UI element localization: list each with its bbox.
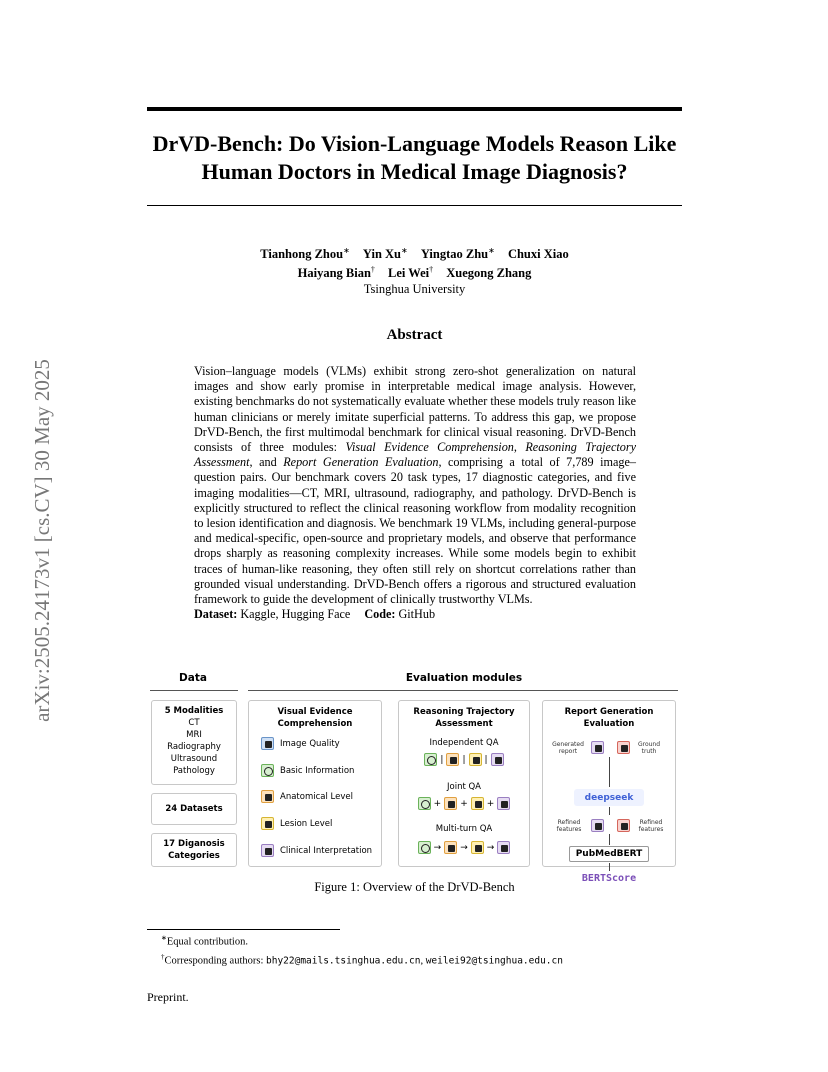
qa-multiturn-row: → → → (399, 841, 529, 854)
paper-title: DrVD-Bench: Do Vision-Language Models Reason Like Human Doctors in Medical Image Diagnosis? (152, 131, 677, 184)
rta-title: Reasoning Trajectory Assessment (413, 707, 515, 729)
anatomy-icon (446, 753, 459, 766)
vec-item: Basic Information (261, 764, 354, 777)
lesion-icon (471, 841, 484, 854)
modalities-box: 5 Modalities CT MRI Radiography Ultrasound Pathology (151, 700, 237, 785)
flow-arrow (609, 863, 610, 871)
flow-arrow (609, 757, 610, 787)
author: Haiyang Bian† (297, 265, 375, 281)
affiliation: Tsinghua University (363, 282, 466, 297)
ground-truth-label: Ground truth (637, 741, 661, 755)
author-line-1 (147, 243, 682, 262)
vec-module-box (248, 700, 382, 867)
figure-caption: Figure 1: Overview of the DrVD-Bench (314, 880, 515, 894)
preprint-note: Preprint. (147, 990, 189, 1004)
resource-links (194, 607, 636, 622)
author-block (147, 243, 682, 297)
footnote-rule (147, 929, 340, 930)
clipboard-icon (617, 819, 630, 832)
email-link[interactable]: bhy22@mails.tsinghua.edu.cn (266, 955, 421, 967)
author: Yin Xu∗ (362, 246, 408, 262)
author: Chuxi Xiao (507, 247, 569, 262)
module-name: Visual Evidence Comprehension (345, 440, 514, 455)
eval-heading: Evaluation modules (405, 672, 523, 684)
refined-features-label: Refined features (638, 819, 664, 833)
author-line-2 (147, 262, 682, 281)
module-name: Reasoning Trajectory Assessment (194, 440, 636, 470)
anatomy-icon (261, 790, 274, 803)
code-link[interactable]: GitHub (398, 607, 436, 622)
footnote-corresponding: †Corresponding authors: bhy22@mails.tsinghua.edu.cn, weilei92@tsinghua.edu.cn (161, 953, 563, 967)
qa-independent-label: Independent QA (429, 738, 499, 748)
arxiv-id: arXiv:2505.24173v1 [cs.CV] 30 May 2025 (29, 358, 54, 722)
info-icon (418, 841, 431, 854)
vec-item: Clinical Interpretation (261, 844, 372, 857)
eval-heading-rule (248, 690, 678, 691)
clipboard-icon (591, 819, 604, 832)
module-name: Report Generation Evaluation (283, 455, 439, 470)
clipboard-icon (591, 741, 604, 754)
refined-features-label: Refined features (556, 819, 582, 833)
info-icon (424, 753, 437, 766)
lesion-icon (261, 817, 274, 830)
author: Lei Wei† (388, 265, 434, 281)
abstract-body: Vision–language models (VLMs) exhibit strong zero-shot generalization on natural images and show early promise in interpretable medical image analysis. However, existing benchmarks do not systematically evaluate whether these models truly reason like human clinicians or merely imitate superficial patterns. To address this gap, we propose DrVD-Bench, the first multimodal benchmark for clinical visual reasoning. DrVD-Bench consists of three modules: Visual Evidence Comprehension, Reasoning Trajectory Assessment, and Report Generation Evaluation, comprising a total of 7,789 image–question pairs. Our benchmark covers 20 task types, 17 diagnostic categories, and five imaging modalities—CT, MRI, ultrasound, radiography, and pathology. DrVD-Bench is explicitly structured to reflect the clinical reasoning workflow from modality recognition to lesion identification and diagnosis. We benchmark 19 VLMs, including general-purpose and medical-specific, open-source and proprietary models, and observe that performance drops sharply as reasoning complexity increases. While some models begin to exhibit traces of human-like reasoning, they often still rely on shortcut correlations rather than grounded visual understanding. DrVD-Bench offers a rigorous and structured evaluation framework to guide the development of clinically trustworthy VLMs. Dataset: Kaggle, Hugging Face Code: GitHub (194, 364, 636, 622)
footnote-equal: ∗Equal contribution. (161, 934, 248, 948)
clipboard-icon (497, 797, 510, 810)
bertscore-label: BERTScore (581, 873, 637, 884)
overview-figure (148, 672, 680, 884)
vec-title: Visual Evidence Comprehension (277, 707, 353, 729)
author: Tianhong Zhou∗ (260, 246, 350, 262)
code-label: Code: (364, 607, 396, 622)
image-icon (261, 737, 274, 750)
anatomy-icon (444, 797, 457, 810)
abstract-heading: Abstract (386, 327, 443, 343)
qa-multiturn-label: Multi-turn QA (435, 824, 493, 834)
qa-independent-row: | | | (399, 753, 529, 766)
clipboard-icon (261, 844, 274, 857)
info-icon (418, 797, 431, 810)
lesion-icon (471, 797, 484, 810)
lesion-icon (469, 753, 482, 766)
vec-item: Lesion Level (261, 817, 332, 830)
author: Xuegong Zhang (446, 266, 532, 281)
footnotes (161, 931, 681, 969)
generated-report-label: Generated report (552, 741, 584, 755)
title-bottom-rule (147, 205, 682, 206)
datasets-box: 24 Datasets (151, 793, 237, 825)
anatomy-icon (444, 841, 457, 854)
rge-title: Report Generation Evaluation (564, 707, 654, 729)
rta-module-box (398, 700, 530, 867)
arxiv-stamp (22, 300, 62, 780)
dataset-links[interactable]: Kaggle, Hugging Face (240, 607, 351, 622)
clipboard-icon (617, 741, 630, 754)
pubmedbert-box: PubMedBERT (569, 846, 649, 862)
clipboard-icon (491, 753, 504, 766)
qa-joint-row: + + + (399, 797, 529, 810)
categories-box: 17 Diganosis Categories (151, 833, 237, 867)
vec-item: Image Quality (261, 737, 340, 750)
title-top-rule (147, 107, 682, 111)
qa-joint-label: Joint QA (447, 782, 481, 792)
author: Yingtao Zhu∗ (420, 246, 495, 262)
clipboard-icon (497, 841, 510, 854)
flow-arrow (609, 807, 610, 815)
dataset-label: Dataset: (194, 607, 238, 622)
info-icon (261, 764, 274, 777)
rge-module-box (542, 700, 676, 884)
flow-arrow (609, 834, 610, 845)
data-heading: Data (179, 672, 207, 684)
data-heading-rule (150, 690, 238, 691)
vec-item: Anatomical Level (261, 790, 353, 803)
deepseek-logo: deepseek (574, 789, 644, 806)
email-link[interactable]: weilei92@tsinghua.edu.cn (425, 955, 563, 967)
